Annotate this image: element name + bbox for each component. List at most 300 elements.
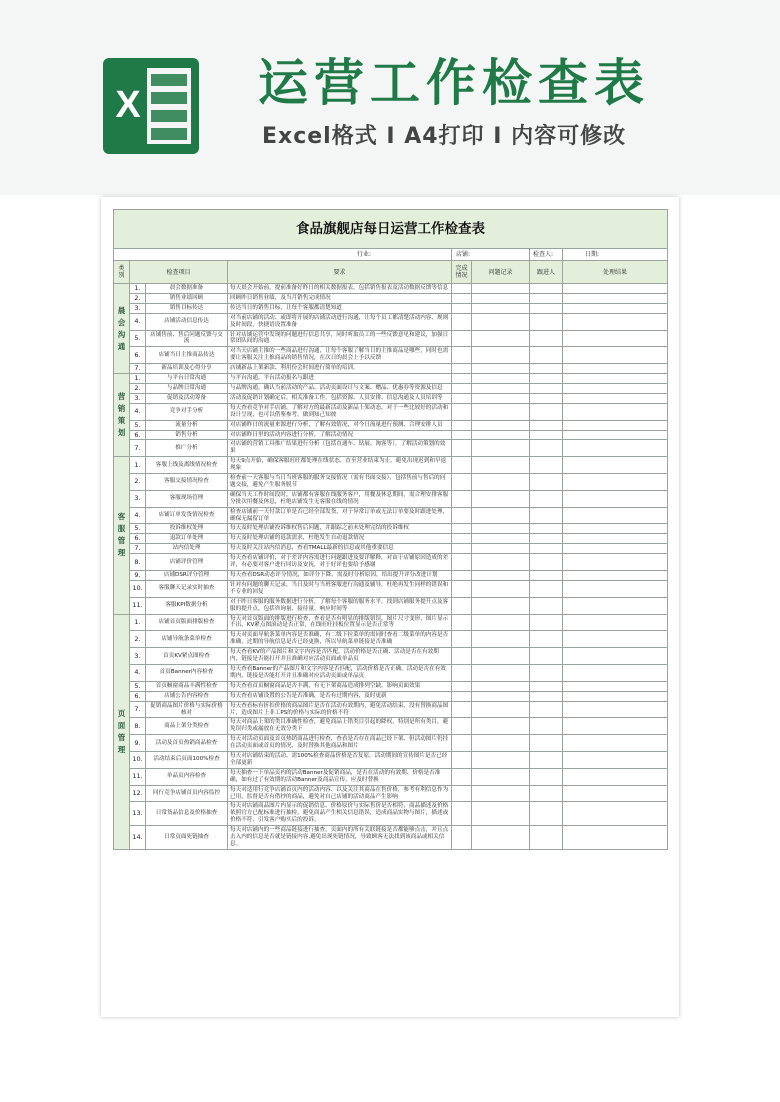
table-row: [114, 718, 668, 735]
table-row: [114, 403, 668, 420]
result-cell[interactable]: [563, 752, 668, 769]
issue-cell[interactable]: [472, 826, 530, 850]
done-cell[interactable]: [452, 490, 472, 507]
requirement-text: 店铺新品上架新款、利用份会时间进行简单的培训。: [228, 364, 452, 374]
requirement-text: 每天查看店铺设置的公告是否准确，是否有过期内容，及时更新: [228, 691, 452, 701]
check-item: 店铺售前、售后问题反馈与交流: [146, 330, 228, 347]
done-cell[interactable]: [452, 580, 472, 597]
issue-cell[interactable]: [472, 544, 530, 554]
table-row: [114, 293, 668, 303]
follower-cell[interactable]: [530, 718, 563, 735]
check-item: 客服KPI数据分析: [146, 597, 228, 614]
row-number: 9.: [130, 735, 146, 752]
done-cell[interactable]: [452, 330, 472, 347]
table-row: [114, 430, 668, 440]
row-number: 8.: [130, 554, 146, 571]
check-item: 店铺首页版面排版检查: [146, 614, 228, 631]
row-number: 3.: [130, 648, 146, 665]
requirement-text: 每天对店铺结束的活动、需100%检查商品价格是否复原，活动期间的宣传图片是否已经全部更新: [228, 752, 452, 769]
done-cell[interactable]: [452, 374, 472, 384]
table-row: [114, 571, 668, 581]
requirement-text: 与平台沟通，平台活动报名与跟进: [228, 374, 452, 384]
done-cell[interactable]: [452, 826, 472, 850]
checklist-table: [113, 209, 668, 850]
check-item: 日常页面死链抽查: [146, 826, 228, 850]
follower-cell[interactable]: [530, 768, 563, 785]
table-row: [114, 303, 668, 313]
issue-cell[interactable]: [472, 785, 530, 802]
row-number: 4.: [130, 403, 146, 420]
done-cell[interactable]: [452, 544, 472, 554]
result-cell[interactable]: [563, 534, 668, 544]
requirement-text: 每天查看首页橱窗商品是否丰满，有无下架商品造成排列空缺，影响页面效果: [228, 681, 452, 691]
requirement-text: 每天9点开始，确保客服旺旺都处理在线状态，直至营业结束为止，避免出现迟到和早退现象: [228, 457, 452, 474]
check-item: 客服上线及离线情况检查: [146, 457, 228, 474]
result-cell[interactable]: [563, 420, 668, 430]
follower-cell[interactable]: [530, 735, 563, 752]
follower-cell[interactable]: [530, 826, 563, 850]
table-row: [114, 664, 668, 681]
requirement-text: 每天及时处理店铺的退款需求，杜绝发生自动退款情况: [228, 534, 452, 544]
follower-cell[interactable]: [530, 534, 563, 544]
result-cell[interactable]: [563, 664, 668, 681]
check-item: 与品牌日常沟通: [146, 383, 228, 393]
issue-cell[interactable]: [472, 490, 530, 507]
done-cell[interactable]: [452, 284, 472, 294]
check-item: 店铺公告内容检查: [146, 691, 228, 701]
done-cell[interactable]: [452, 681, 472, 691]
check-item: 店铺订单发货情况检查: [146, 507, 228, 524]
done-cell[interactable]: [452, 347, 472, 364]
table-row: [114, 544, 668, 554]
result-cell[interactable]: [563, 631, 668, 648]
done-cell[interactable]: [452, 648, 472, 665]
follower-cell[interactable]: [530, 430, 563, 440]
follower-cell[interactable]: [530, 347, 563, 364]
follower-cell[interactable]: [530, 648, 563, 665]
follower-cell[interactable]: [530, 383, 563, 393]
requirement-text: 每天抽查一下单品页内的活动Banner及促销商品，是否在活动的有效期、价格是否准确，如有过了有效期的活动Banner及商品宣传，应及时替换: [228, 768, 452, 785]
requirement-text: 检查店铺前一天付款订单是否已经全部发货，对于异常订单或无法订单要及时跟进处理，确保无漏留订单: [228, 507, 452, 524]
logo-grid: [147, 68, 191, 144]
requirement-text: 每天对首页版面的排版进行检查，查看是否有明显的排版错误，图片尺寸变形，图片显示不出、KV紧点图滚动是否正常，在线旺旺挂板位置显示是否正常等: [228, 614, 452, 631]
issue-cell[interactable]: [472, 691, 530, 701]
banner: [0, 0, 780, 195]
check-item: 投诉维权处理: [146, 524, 228, 534]
result-cell[interactable]: [563, 313, 668, 330]
issue-cell[interactable]: [472, 393, 530, 403]
done-cell[interactable]: [452, 691, 472, 701]
done-cell[interactable]: [452, 664, 472, 681]
row-number: 7.: [130, 364, 146, 374]
check-item: 首页Banner内容检查: [146, 664, 228, 681]
result-cell[interactable]: [563, 691, 668, 701]
issue-cell[interactable]: [472, 347, 530, 364]
check-item: 日常货品信息及价格抽查: [146, 802, 228, 826]
table-row: [114, 313, 668, 330]
table-row: [114, 580, 668, 597]
store-label: 店铺:: [452, 249, 530, 261]
table-row: [114, 631, 668, 648]
table-row: [114, 364, 668, 374]
done-cell[interactable]: [452, 735, 472, 752]
page-title: 运营工作检查表: [258, 54, 650, 112]
result-cell[interactable]: [563, 474, 668, 491]
follower-cell[interactable]: [530, 544, 563, 554]
check-item: 店铺DSR评分管理: [146, 571, 228, 581]
sheet-title: 食品旗舰店每日运营工作检查表: [114, 210, 668, 249]
requirement-text: 每天对商品上架的类目准确性检查，避免商品上错类目引起的降权，特别是所有类目，避免误归类或漏放在无效分类下: [228, 718, 452, 735]
check-item: 站内信处理: [146, 544, 228, 554]
follower-cell[interactable]: [530, 403, 563, 420]
table-row: [114, 393, 668, 403]
issue-cell[interactable]: [472, 802, 530, 826]
row-number: 6.: [130, 347, 146, 364]
excel-logo-icon: [103, 58, 199, 154]
category-cell: 页面管理: [114, 614, 130, 849]
follower-cell[interactable]: [530, 752, 563, 769]
requirement-text: 每天查看KV的产品图片和文字内容是否匹配，活动价格是否正确、活动是否在有效期内，链接是否能打开并且准确对应活动页面或单品页: [228, 648, 452, 665]
requirement-text: 对当前店铺的活动、或即将开展的店铺活动进行沟通，让每个员工都清楚活动内容、规则及时间段，快捷语设置准备: [228, 313, 452, 330]
done-cell[interactable]: [452, 440, 472, 457]
done-cell[interactable]: [452, 393, 472, 403]
done-cell[interactable]: [452, 383, 472, 393]
result-cell[interactable]: [563, 403, 668, 420]
table-row: [114, 614, 668, 631]
check-item: 与平台日常沟通: [146, 374, 228, 384]
issue-cell[interactable]: [472, 554, 530, 571]
follower-cell[interactable]: [530, 330, 563, 347]
done-cell[interactable]: [452, 631, 472, 648]
col-issue: 问题记录: [472, 261, 530, 284]
result-cell[interactable]: [563, 364, 668, 374]
requirement-text: 回顾昨日销售业绩，及当月销售完成情况: [228, 293, 452, 303]
check-item: 促销及活动筹备: [146, 393, 228, 403]
result-cell[interactable]: [563, 524, 668, 534]
result-cell[interactable]: [563, 457, 668, 474]
done-cell[interactable]: [452, 303, 472, 313]
requirement-text: 活动及促销计划确定后，相关准备工作，包括资源、人员安排、信息沟通及人员培训等: [228, 393, 452, 403]
issue-cell[interactable]: [472, 701, 530, 718]
col-result: 处理结果: [563, 261, 668, 284]
follower-cell[interactable]: [530, 785, 563, 802]
issue-cell[interactable]: [472, 420, 530, 430]
issue-cell[interactable]: [472, 440, 530, 457]
issue-cell[interactable]: [472, 364, 530, 374]
issue-cell[interactable]: [472, 524, 530, 534]
done-cell[interactable]: [452, 364, 472, 374]
follower-cell[interactable]: [530, 580, 563, 597]
done-cell[interactable]: [452, 457, 472, 474]
issue-cell[interactable]: [472, 614, 530, 631]
check-item: 销售业绩回顾: [146, 293, 228, 303]
row-number: 1.: [130, 457, 146, 474]
done-cell[interactable]: [452, 507, 472, 524]
follower-cell[interactable]: [530, 507, 563, 524]
result-cell[interactable]: [563, 718, 668, 735]
done-cell[interactable]: [452, 785, 472, 802]
result-cell[interactable]: [563, 284, 668, 294]
follower-cell[interactable]: [530, 393, 563, 403]
done-cell[interactable]: [452, 752, 472, 769]
issue-cell[interactable]: [472, 383, 530, 393]
done-cell[interactable]: [452, 524, 472, 534]
result-cell[interactable]: [563, 347, 668, 364]
row-number: 3.: [130, 393, 146, 403]
done-cell[interactable]: [452, 718, 472, 735]
category-cell: 客服管理: [114, 457, 130, 614]
requirement-text: 每天对店铺商品图片内显示的促销信息、价格原价与实际售价是否相符，商品描述及价格依照官方已配标准进行抽检，避免商品产生相关信息错误，造成商品实物与图片，描述或价格不符，引发客户购买后的投诉。: [228, 802, 452, 826]
issue-cell[interactable]: [472, 752, 530, 769]
issue-cell[interactable]: [472, 507, 530, 524]
requirement-text: 对于昨日客服的服务数据进行分析，了解每个客服的服务水平，找到店铺服务提升点及客服的提升点，包括咨询量、接待量、响应时间等: [228, 597, 452, 614]
follower-cell[interactable]: [530, 571, 563, 581]
follower-cell[interactable]: [530, 691, 563, 701]
requirement-text: 对店铺的营销工具推广结果进行分析（包括直通车、钻展、淘客等），了解活动策划的效果: [228, 440, 452, 457]
result-cell[interactable]: [563, 440, 668, 457]
follower-cell[interactable]: [530, 284, 563, 294]
done-cell[interactable]: [452, 313, 472, 330]
check-item: 首页KV紧点图检查: [146, 648, 228, 665]
done-cell[interactable]: [452, 701, 472, 718]
table-row: [114, 554, 668, 571]
issue-cell[interactable]: [472, 457, 530, 474]
table-row: [114, 347, 668, 364]
table-row: [114, 691, 668, 701]
issue-cell[interactable]: [472, 571, 530, 581]
result-cell[interactable]: [563, 507, 668, 524]
result-cell[interactable]: [563, 293, 668, 303]
result-cell[interactable]: [563, 701, 668, 718]
industry-label: 行业:: [114, 249, 452, 261]
requirement-text: 每天查看DSR动态评分情况，如评分下降，需及时分析原因，给出提升评分改进计划: [228, 571, 452, 581]
result-cell[interactable]: [563, 544, 668, 554]
col-follower: 跟进人: [530, 261, 563, 284]
table-row: [114, 826, 668, 850]
result-cell[interactable]: [563, 430, 668, 440]
issue-cell[interactable]: [472, 681, 530, 691]
done-cell[interactable]: [452, 571, 472, 581]
issue-cell[interactable]: [472, 597, 530, 614]
issue-cell[interactable]: [472, 474, 530, 491]
follower-cell[interactable]: [530, 293, 563, 303]
issue-cell[interactable]: [472, 718, 530, 735]
result-cell[interactable]: [563, 330, 668, 347]
row-number: 7.: [130, 701, 146, 718]
result-cell[interactable]: [563, 735, 668, 752]
table-row: [114, 420, 668, 430]
result-cell[interactable]: [563, 554, 668, 571]
check-item: 竞争对手分析: [146, 403, 228, 420]
category-cell: 晨会沟通: [114, 284, 130, 374]
requirement-text: 传达当日的销售目标，让每个客服都清楚知道: [228, 303, 452, 313]
result-cell[interactable]: [563, 826, 668, 850]
requirement-text: 针对店铺运营中发现的问题进行信息共享，同时听取员工的一些反馈意见和建议，加强日常团队间的沟通: [228, 330, 452, 347]
row-number: 10.: [130, 752, 146, 769]
result-cell[interactable]: [563, 383, 668, 393]
follower-cell[interactable]: [530, 313, 563, 330]
row-number: 4.: [130, 313, 146, 330]
issue-cell[interactable]: [472, 293, 530, 303]
done-cell[interactable]: [452, 768, 472, 785]
row-number: 5.: [130, 330, 146, 347]
result-cell[interactable]: [563, 393, 668, 403]
done-cell[interactable]: [452, 614, 472, 631]
row-number: 3.: [130, 303, 146, 313]
check-item: 店铺评价管理: [146, 554, 228, 571]
follower-cell[interactable]: [530, 802, 563, 826]
table-row: [114, 440, 668, 457]
issue-cell[interactable]: [472, 284, 530, 294]
row-number: 14.: [130, 826, 146, 850]
requirement-text: 对店铺昨日的流量来源进行分析，了解有效情况，对今日流量进行预测、合理安排人员: [228, 420, 452, 430]
issue-cell[interactable]: [472, 374, 530, 384]
col-category: 类别: [114, 261, 130, 284]
col-requirement: 要求: [228, 261, 452, 284]
table-row: [114, 284, 668, 294]
row-number: 4.: [130, 507, 146, 524]
follower-cell[interactable]: [530, 554, 563, 571]
follower-cell[interactable]: [530, 631, 563, 648]
row-number: 9.: [130, 571, 146, 581]
check-item: 销售分析: [146, 430, 228, 440]
page-subtitle: Excel格式 I A4打印 I 内容可修改: [262, 124, 627, 149]
table-row: [114, 785, 668, 802]
check-item: 活动结束后页面100%检查: [146, 752, 228, 769]
done-cell[interactable]: [452, 430, 472, 440]
row-number: 5.: [130, 681, 146, 691]
table-row: [114, 507, 668, 524]
check-item: 店铺当日主推商品传达: [146, 347, 228, 364]
follower-cell[interactable]: [530, 614, 563, 631]
table-row: [114, 490, 668, 507]
requirement-text: 针对有问题的聊天记录，当日及时与当班客服进行沟通及辅导，杜绝再发生同样的错误和不专业的回复: [228, 580, 452, 597]
done-cell[interactable]: [452, 403, 472, 420]
result-cell[interactable]: [563, 785, 668, 802]
issue-cell[interactable]: [472, 768, 530, 785]
result-cell[interactable]: [563, 681, 668, 691]
follower-cell[interactable]: [530, 490, 563, 507]
check-item: 促销商品图片价格与实际价格核对: [146, 701, 228, 718]
requirement-text: 每天对适用行竞争店铺首页内的活动内容、以及关注其商品在售价格，参考有利信息作为已用，监督是否有借抄的商品，避免对自己店铺的活动商品产生影响: [228, 785, 452, 802]
table-row: [114, 768, 668, 785]
col-done: 完成情况: [452, 261, 472, 284]
result-cell[interactable]: [563, 768, 668, 785]
follower-cell[interactable]: [530, 524, 563, 534]
row-number: 13.: [130, 802, 146, 826]
issue-cell[interactable]: [472, 403, 530, 420]
check-item: 店铺活动信息传达: [146, 313, 228, 330]
table-row: [114, 474, 668, 491]
follower-cell[interactable]: [530, 440, 563, 457]
issue-cell[interactable]: [472, 631, 530, 648]
row-number: 2.: [130, 383, 146, 393]
table-row: [114, 681, 668, 691]
result-cell[interactable]: [563, 580, 668, 597]
result-cell[interactable]: [563, 490, 668, 507]
issue-cell[interactable]: [472, 534, 530, 544]
issue-cell[interactable]: [472, 664, 530, 681]
requirement-text: 每天查看竞争对手店铺，了解对方的最新活动及新品上架动态，对于一些比较好的活动和设计呈现，也可以借鉴参考，做到知己知彼: [228, 403, 452, 420]
follower-cell[interactable]: [530, 701, 563, 718]
row-number: 7.: [130, 440, 146, 457]
issue-cell[interactable]: [472, 580, 530, 597]
done-cell[interactable]: [452, 293, 472, 303]
done-cell[interactable]: [452, 554, 472, 571]
row-number: 1.: [130, 614, 146, 631]
requirement-text: 每天对店铺内的一些商品链接进行抽查，页面内的所有关联链接是否都能够点击，并且点击入内的信息是否就是链接内容,避免出现死链情况，导致顾客无法找到该商品或相关信息。: [228, 826, 452, 850]
result-cell[interactable]: [563, 802, 668, 826]
follower-cell[interactable]: [530, 457, 563, 474]
done-cell[interactable]: [452, 420, 472, 430]
check-item: 店铺导航条菜单检查: [146, 631, 228, 648]
follower-cell[interactable]: [530, 664, 563, 681]
issue-cell[interactable]: [472, 330, 530, 347]
done-cell[interactable]: [452, 534, 472, 544]
result-cell[interactable]: [563, 374, 668, 384]
follower-cell[interactable]: [530, 364, 563, 374]
issue-cell[interactable]: [472, 303, 530, 313]
done-cell[interactable]: [452, 802, 472, 826]
row-number: 6.: [130, 430, 146, 440]
table-row: [114, 534, 668, 544]
requirement-text: 每天对活动页面及首页热销商品进行检查，查看是否存在商品已经下架、但活动图片仍挂在活动页面或首页的情况，及时替换其他商品和图片: [228, 735, 452, 752]
requirement-text: 每天对页面导航条菜单内容是否准确，有二级下拉菜单的需同时查看二级菜单的内容是否准确，过期的导航信息是否已经更换，所以导航菜单链接是否准确: [228, 631, 452, 648]
result-cell[interactable]: [563, 571, 668, 581]
row-number: 6.: [130, 691, 146, 701]
issue-cell[interactable]: [472, 648, 530, 665]
row-number: 10.: [130, 580, 146, 597]
check-item: 首页橱窗商品丰满性检查: [146, 681, 228, 691]
result-cell[interactable]: [563, 614, 668, 631]
follower-cell[interactable]: [530, 374, 563, 384]
follower-cell[interactable]: [530, 474, 563, 491]
table-row: [114, 374, 668, 384]
row-number: 2.: [130, 631, 146, 648]
follower-cell[interactable]: [530, 597, 563, 614]
issue-cell[interactable]: [472, 313, 530, 330]
check-item: 同行竞争店铺首页内容监控: [146, 785, 228, 802]
row-number: 3.: [130, 490, 146, 507]
col-item: 检查项目: [130, 261, 228, 284]
table-row: [114, 752, 668, 769]
row-number: 7.: [130, 544, 146, 554]
result-cell[interactable]: [563, 648, 668, 665]
check-item: 商品上架分类检查: [146, 718, 228, 735]
issue-cell[interactable]: [472, 735, 530, 752]
follower-cell[interactable]: [530, 681, 563, 691]
requirement-text: 对店铺昨日里的活动内容进行分析，了解活动情况: [228, 430, 452, 440]
check-item: 晨会数据准备: [146, 284, 228, 294]
table-row: [114, 597, 668, 614]
result-cell[interactable]: [563, 303, 668, 313]
result-cell[interactable]: [563, 597, 668, 614]
requirement-text: 与品牌沟通，确认当前活动的产品、活动页面设计与文案、赠品、优惠券等资源及信息: [228, 383, 452, 393]
issue-cell[interactable]: [472, 430, 530, 440]
check-item: 退款订单处理: [146, 534, 228, 544]
done-cell[interactable]: [452, 474, 472, 491]
row-number: 8.: [130, 718, 146, 735]
follower-cell[interactable]: [530, 420, 563, 430]
table-row: [114, 648, 668, 665]
category-cell: 营销策划: [114, 374, 130, 457]
follower-cell[interactable]: [530, 303, 563, 313]
requirement-text: 每天查看店铺评价，对于差评内容需进行问题跟进及要详解释，对由于店铺原因造成的差评，有必要对客户进行回访及安抚，对于好评也要给予感谢: [228, 554, 452, 571]
table-row: [114, 330, 668, 347]
done-cell[interactable]: [452, 597, 472, 614]
check-item: 单品页内容检查: [146, 768, 228, 785]
check-item: 客服聊天记录实时抽查: [146, 580, 228, 597]
